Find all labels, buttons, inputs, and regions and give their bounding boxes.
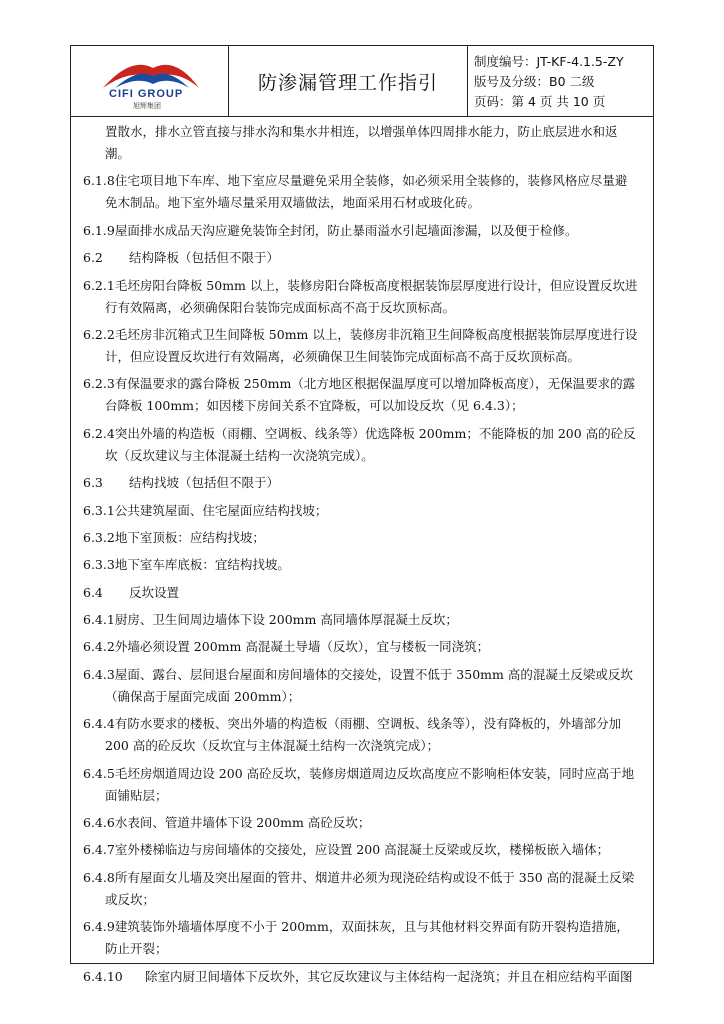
text-line: [83, 423, 641, 445]
text-line: [83, 445, 641, 467]
text-line: [83, 785, 641, 807]
line-text: 有防水要求的楼板、突出外墙的构造板（雨棚、空调板、线条等），没有降板的，外墙部分加: [114, 716, 622, 732]
text-line: [83, 966, 641, 988]
doc-number: 制度编号：JT-KF-4.1.5-ZY: [474, 54, 624, 69]
line-text: 毛坯房阳台降板 50mm 以上，装修房阳台降板高度根据装饰层厚度进行设计，但应设置反坎进: [114, 277, 638, 293]
paragraph: [83, 472, 641, 494]
text-line: [83, 121, 641, 143]
text-line: [83, 220, 641, 242]
clause-number: 6.2.1: [83, 277, 115, 293]
text-line: [83, 839, 641, 861]
text-line: [83, 609, 641, 631]
text-line: [83, 346, 641, 368]
text-line: [83, 812, 641, 834]
text-line: [83, 636, 641, 658]
paragraph: [83, 839, 641, 861]
clause-number: 6.4.1: [83, 612, 115, 628]
line-text: 厨房、卫生间周边墙体下设 200mm 高同墙体厚混凝土反坎；: [114, 612, 458, 628]
paragraph: [83, 609, 641, 631]
line-text: 置散水，排水立管直接与排水沟和集水井相连，以增强单体四周排水能力，防止底层进水和返: [105, 124, 618, 139]
text-line: [83, 554, 641, 576]
paragraph: [83, 582, 641, 604]
clause-number: 6.2: [83, 250, 103, 266]
document-body: [83, 121, 641, 993]
text-line: [83, 686, 641, 708]
paragraph: [83, 500, 641, 522]
logo-cell: [71, 46, 229, 116]
line-text: 或反坎；: [105, 891, 156, 907]
line-text: 地下室车库底板：宜结构找坡。: [114, 557, 290, 573]
clause-number: 6.1.8: [83, 173, 115, 189]
paragraph: [83, 527, 641, 549]
line-text: 公共建筑屋面、住宅屋面应结构找坡；: [114, 502, 328, 518]
text-line: [83, 472, 641, 494]
clause-number: 6.3: [83, 475, 103, 491]
line-text: 结构降板（包括但不限于）: [129, 250, 280, 266]
text-line: [83, 170, 641, 192]
line-text: 除室内厨卫间墙体下反坎外，其它反坎建议与主体结构一起浇筑；并且在相应结构平面图: [145, 968, 633, 984]
line-text: 突出外墙的构造板（雨棚、空调板、线条等）优选降板 200mm；不能降板的加 200 高的砼反: [114, 425, 636, 441]
document-header: [70, 45, 654, 117]
line-text: 潮。: [105, 146, 131, 161]
clause-number: 6.3.2: [83, 529, 115, 545]
line-text: 所有屋面女儿墙及突出屋面的管井、烟道井必须为现浇砼结构或设不低于 350 高的混凝土反梁: [114, 869, 635, 885]
paragraph: [83, 121, 641, 165]
text-line: [83, 938, 641, 960]
paragraph: [83, 247, 641, 269]
line-text: 毛坯房非沉箱式卫生间降板 50mm 以上，装修房非沉箱卫生间降板高度根据装饰层厚度进行设: [114, 326, 638, 342]
text-line: [83, 527, 641, 549]
line-text: （确保高于屋面完成面 200mm）；: [105, 688, 301, 704]
doc-version: 版号及分级：B0 二级: [474, 74, 595, 89]
clause-number: 6.4.3: [83, 666, 115, 682]
text-line: [83, 916, 641, 938]
line-text: 屋面、露台、层间退台屋面和房间墙体的交接处，设置不低于 350mm 高的混凝土反梁或反坎: [114, 666, 633, 682]
line-text: 反坎设置: [129, 584, 180, 600]
text-line: [83, 713, 641, 735]
clause-number: 6.4.8: [83, 869, 115, 885]
line-text: 建筑装饰外墙墙体厚度不小于 200mm，双面抹灰，且与其他材料交界面有防开裂构造措施，: [114, 919, 629, 935]
clause-number: 6.1.9: [83, 222, 115, 238]
document-title: 防渗漏管理工作指引: [229, 46, 468, 116]
line-text: 免木制品。地下室外墙尽量采用双墙做法，地面采用石材或玻化砖。: [105, 195, 481, 211]
text-line: [83, 582, 641, 604]
clause-number: 6.4.6: [83, 815, 115, 831]
line-text: 室外楼梯临边与房间墙体的交接处，应设置 200 高混凝土反梁或反坎，楼梯板嵌入墙体；: [114, 842, 610, 858]
clause-number: 6.2.2: [83, 326, 115, 342]
line-text: 毛坯房烟道周边设 200 高砼反坎，装修房烟道周边反坎高度应不影响柜体安装，同时应高于地: [114, 765, 635, 781]
paragraph: [83, 324, 641, 368]
clause-number: 6.4.5: [83, 765, 115, 781]
paragraph: [83, 763, 641, 807]
clause-number: 6.2.3: [83, 376, 115, 392]
text-line: [83, 889, 641, 911]
text-line: [83, 297, 641, 319]
text-line: [83, 373, 641, 395]
paragraph: [83, 713, 641, 757]
text-line: [83, 247, 641, 269]
logo-subtext: 旭辉集团: [133, 102, 161, 110]
paragraph: [83, 220, 641, 242]
paragraph: [83, 812, 641, 834]
document-info: [468, 46, 653, 116]
clause-number: 6.4.10: [83, 968, 123, 984]
doc-page: 页码：第 4 页 共 10 页: [474, 94, 606, 109]
clause-number: 6.2.4: [83, 425, 115, 441]
clause-number: 6.4.4: [83, 716, 115, 732]
text-line: [83, 324, 641, 346]
line-text: 住宅项目地下车库、地下室应尽量避免采用全装修，如必须采用全装修的，装修风格应尽量避: [114, 173, 628, 189]
line-text: 防止开裂；: [105, 941, 168, 957]
line-text: 200 高的砼反坎（反坎宜与主体混凝土结构一次浇筑完成）；: [105, 738, 440, 754]
line-text: 行有效隔离，必须确保阳台装饰完成面标高不高于反坎顶标高。: [105, 299, 456, 315]
text-line: [83, 664, 641, 686]
paragraph: [83, 170, 641, 214]
text-line: [83, 763, 641, 785]
clause-number: 6.4.9: [83, 919, 115, 935]
paragraph: [83, 867, 641, 911]
paragraph: [83, 373, 641, 417]
logo-text: CIFI GROUP: [109, 88, 184, 100]
line-text: 外墙必须设置 200mm 高混凝土导墙（反坎），宜与楼板一同浇筑；: [114, 639, 490, 655]
paragraph: [83, 966, 641, 988]
clause-number: 6.3.3: [83, 557, 115, 573]
line-text: 水表间、管道井墙体下设 200mm 高砼反坎；: [114, 815, 371, 831]
line-text: 屋面排水成品天沟应避免装饰全封闭，防止暴雨溢水引起墙面渗漏，以及便于检修。: [114, 222, 578, 238]
text-line: [83, 867, 641, 889]
line-text: 计，但应设置反坎进行有效隔离，必须确保卫生间装饰完成面标高不高于反坎顶标高。: [105, 348, 581, 364]
paragraph: [83, 554, 641, 576]
line-text: 地下室顶板：应结构找坡；: [114, 529, 265, 545]
clause-number: 6.4.7: [83, 842, 115, 858]
text-line: [83, 143, 641, 165]
paragraph: [83, 916, 641, 960]
line-text: 面铺贴层；: [105, 787, 168, 803]
paragraph: [83, 423, 641, 467]
text-line: [83, 395, 641, 417]
line-text: 有保温要求的露台降板 250mm（北方地区根据保温厚度可以增加降板高度），无保温要求的露: [114, 376, 636, 392]
clause-number: 6.3.1: [83, 502, 115, 518]
text-line: [83, 735, 641, 757]
text-line: [83, 275, 641, 297]
paragraph: [83, 636, 641, 658]
clause-number: 6.4: [83, 584, 103, 600]
cifi-logo-icon: [101, 58, 201, 90]
text-line: [83, 500, 641, 522]
clause-number: 6.4.2: [83, 639, 115, 655]
line-text: 结构找坡（包括但不限于）: [129, 475, 280, 491]
paragraph: [83, 275, 641, 319]
paragraph: [83, 664, 641, 708]
text-line: [83, 192, 641, 214]
line-text: 坎（反坎建议与主体混凝土结构一次浇筑完成）。: [105, 447, 374, 463]
line-text: 台降板 100mm；如因楼下房间关系不宜降板，可以加设反坎（见 6.4.3）；: [105, 398, 524, 414]
